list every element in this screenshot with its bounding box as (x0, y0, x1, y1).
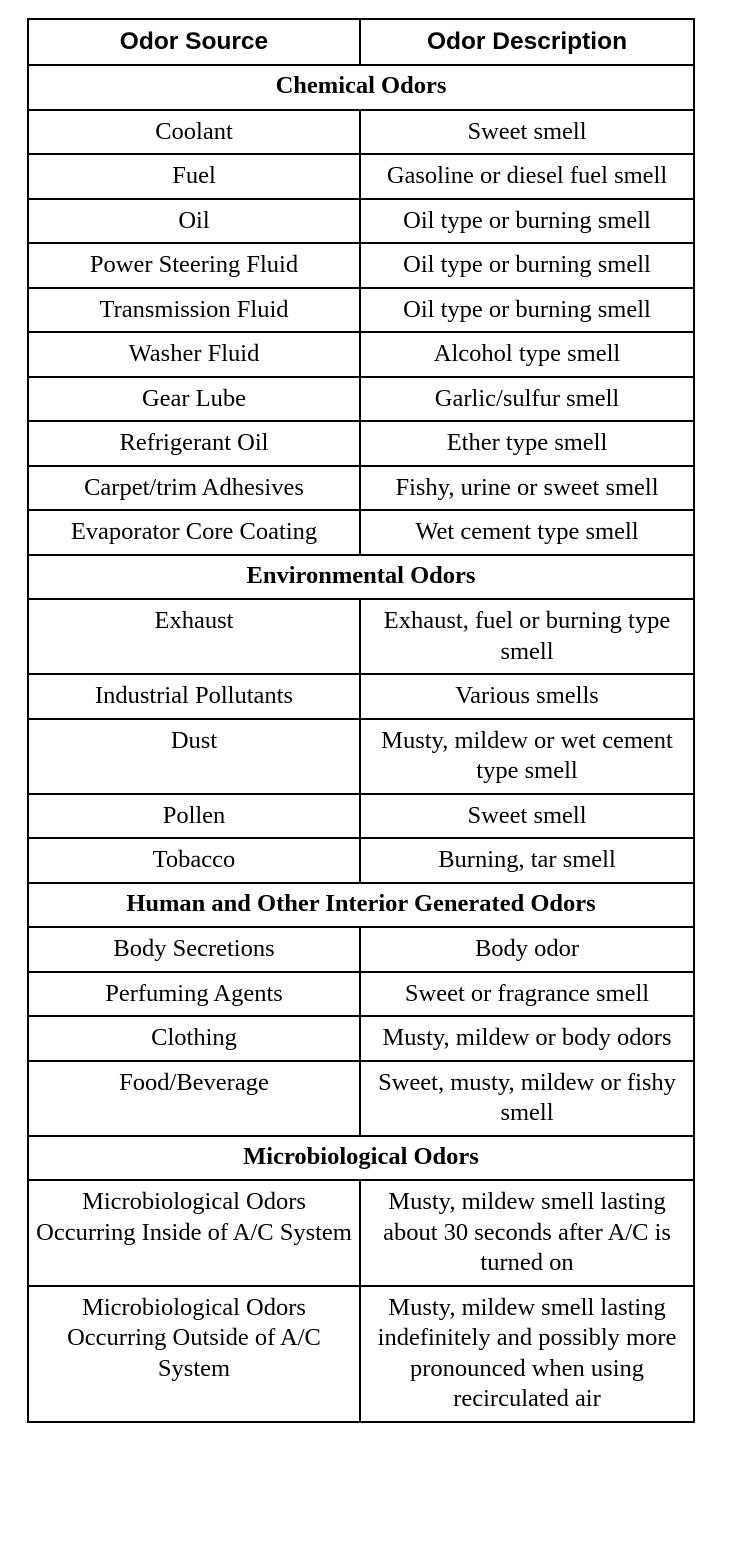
table-row (28, 510, 694, 555)
odor-description-cell: Musty, mildew or wet cement type smell (360, 719, 694, 794)
odor-source-cell: Pollen (28, 794, 360, 839)
section-title: Microbiological Odors (28, 1136, 694, 1181)
odor-description-cell: Body odor (360, 927, 694, 972)
table-row (28, 288, 694, 333)
odor-source-cell: Fuel (28, 154, 360, 199)
odor-source-cell: Food/Beverage (28, 1061, 360, 1136)
odor-description-cell: Various smells (360, 674, 694, 719)
column-header-odor-description: Odor Description (360, 19, 694, 65)
odor-description-cell: Musty, mildew smell lasting indefinitely and possibly more pronounced when using recirculated air (360, 1286, 694, 1422)
odor-description-cell: Ether type smell (360, 421, 694, 466)
odor-source-cell: Industrial Pollutants (28, 674, 360, 719)
odor-source-cell: Perfuming Agents (28, 972, 360, 1017)
table-row (28, 599, 694, 674)
odor-description-cell: Musty, mildew or body odors (360, 1016, 694, 1061)
odor-description-cell: Sweet or fragrance smell (360, 972, 694, 1017)
section-row (28, 65, 694, 110)
table-row (28, 377, 694, 422)
table-row (28, 466, 694, 511)
odor-source-cell: Microbiological Odors Occurring Inside of A/C System (28, 1180, 360, 1286)
odor-source-cell: Gear Lube (28, 377, 360, 422)
odor-description-cell: Oil type or burning smell (360, 199, 694, 244)
table-row (28, 154, 694, 199)
section-row (28, 1136, 694, 1181)
odor-source-cell: Coolant (28, 110, 360, 155)
odor-description-cell: Wet cement type smell (360, 510, 694, 555)
table-row (28, 719, 694, 794)
table-row (28, 1061, 694, 1136)
table-row (28, 674, 694, 719)
odor-description-cell: Oil type or burning smell (360, 288, 694, 333)
table-row (28, 794, 694, 839)
table-row (28, 421, 694, 466)
odor-source-cell: Tobacco (28, 838, 360, 883)
odor-source-cell: Carpet/trim Adhesives (28, 466, 360, 511)
odor-source-cell: Washer Fluid (28, 332, 360, 377)
table-header-row (28, 19, 694, 65)
odor-source-cell: Evaporator Core Coating (28, 510, 360, 555)
table-row (28, 838, 694, 883)
odor-description-cell: Exhaust, fuel or burning type smell (360, 599, 694, 674)
odor-description-cell: Burning, tar smell (360, 838, 694, 883)
odor-source-cell: Exhaust (28, 599, 360, 674)
table-row (28, 332, 694, 377)
odor-description-cell: Sweet smell (360, 794, 694, 839)
table-row (28, 110, 694, 155)
section-row (28, 555, 694, 600)
section-row (28, 883, 694, 928)
section-title: Human and Other Interior Generated Odors (28, 883, 694, 928)
odor-source-cell: Refrigerant Oil (28, 421, 360, 466)
odor-source-cell: Dust (28, 719, 360, 794)
table-row (28, 927, 694, 972)
odor-source-cell: Microbiological Odors Occurring Outside of A/C System (28, 1286, 360, 1422)
odor-description-cell: Musty, mildew smell lasting about 30 seconds after A/C is turned on (360, 1180, 694, 1286)
odor-source-cell: Transmission Fluid (28, 288, 360, 333)
odor-source-cell: Power Steering Fluid (28, 243, 360, 288)
table-row (28, 972, 694, 1017)
table-row (28, 1286, 694, 1422)
odor-description-cell: Sweet smell (360, 110, 694, 155)
odor-description-cell: Sweet, musty, mildew or fishy smell (360, 1061, 694, 1136)
table-body (28, 65, 694, 1422)
odor-description-cell: Alcohol type smell (360, 332, 694, 377)
odor-description-cell: Garlic/sulfur smell (360, 377, 694, 422)
odor-source-cell: Clothing (28, 1016, 360, 1061)
column-header-odor-source: Odor Source (28, 19, 360, 65)
odor-table (27, 18, 695, 1423)
table-row (28, 1180, 694, 1286)
table-row (28, 1016, 694, 1061)
odor-description-cell: Gasoline or diesel fuel smell (360, 154, 694, 199)
odor-description-cell: Fishy, urine or sweet smell (360, 466, 694, 511)
table-row (28, 199, 694, 244)
section-title: Chemical Odors (28, 65, 694, 110)
odor-description-cell: Oil type or burning smell (360, 243, 694, 288)
table-row (28, 243, 694, 288)
odor-source-cell: Body Secretions (28, 927, 360, 972)
section-title: Environmental Odors (28, 555, 694, 600)
odor-source-cell: Oil (28, 199, 360, 244)
